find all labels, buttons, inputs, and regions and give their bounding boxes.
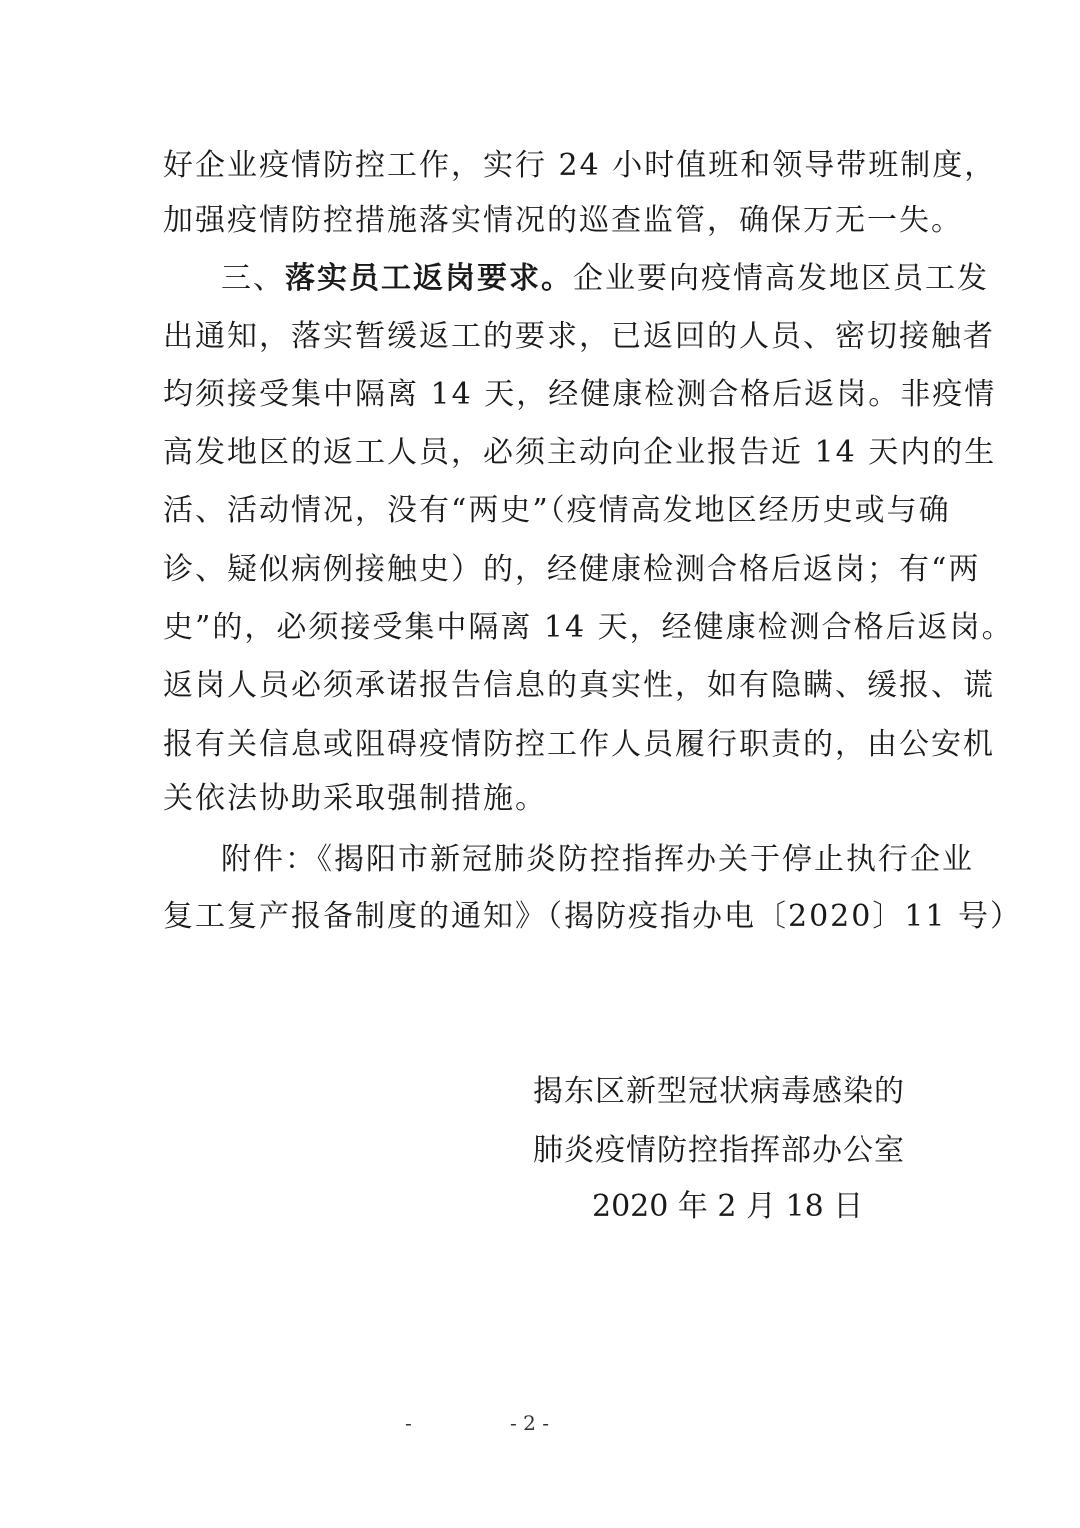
section-3-first-line-rest: 企业要向疫情高发地区员工发 [573, 261, 989, 296]
body-line: 诊、疑似病例接触史）的，经健康检测合格后返岗；有“两 [163, 552, 981, 587]
body-line: 均须接受集中隔离 14 天，经健康检测合格后返岗。非疫情 [163, 377, 997, 412]
issue-date: 2020 年 2 月 18 日 [592, 1189, 864, 1224]
section-3-prefix: 三、 [221, 261, 285, 296]
issuer-line-1: 揭东区新型冠状病毒感染的 [533, 1074, 905, 1109]
body-line: 出通知，落实暂缓返工的要求，已返回的人员、密切接触者 [163, 319, 995, 354]
body-line: 报有关信息或阻碍疫情防控工作人员履行职责的，由公安机 [163, 727, 995, 762]
section-3-first-line [221, 252, 989, 306]
body-line: 加强疫情防控措施落实情况的巡查监管，确保万无一失。 [163, 203, 963, 238]
body-line: 好企业疫情防控工作，实行 24 小时值班和领导带班制度， [163, 148, 997, 183]
body-line: 高发地区的返工人员，必须主动向企业报告近 14 天内的生 [163, 435, 997, 470]
attachment-line: 附件：《揭阳市新冠肺炎防控指挥办关于停止执行企业 [221, 842, 974, 877]
body-line: 返岗人员必须承诺报告信息的真实性，如有隐瞒、缓报、谎 [163, 668, 995, 703]
issuer-line-2: 肺炎疫情防控指挥部办公室 [533, 1133, 905, 1168]
body-line: 史”的，必须接受集中隔离 14 天，经健康检测合格后返岗。 [163, 610, 1014, 645]
page-number: - 2 - [510, 1411, 549, 1435]
page-footer [0, 1408, 1080, 1438]
section-3-heading: 落实员工返岗要求。 [285, 261, 573, 296]
body-line: 关依法协助采取强制措施。 [163, 781, 547, 816]
attachment-line: 复工复产报备制度的通知》（揭防疫指办电〔2020〕11 号） [163, 899, 1023, 934]
body-line: 活、活动情况，没有“两史”（疫情高发地区经历史或与确 [163, 493, 951, 528]
footer-mark: - [405, 1411, 412, 1435]
